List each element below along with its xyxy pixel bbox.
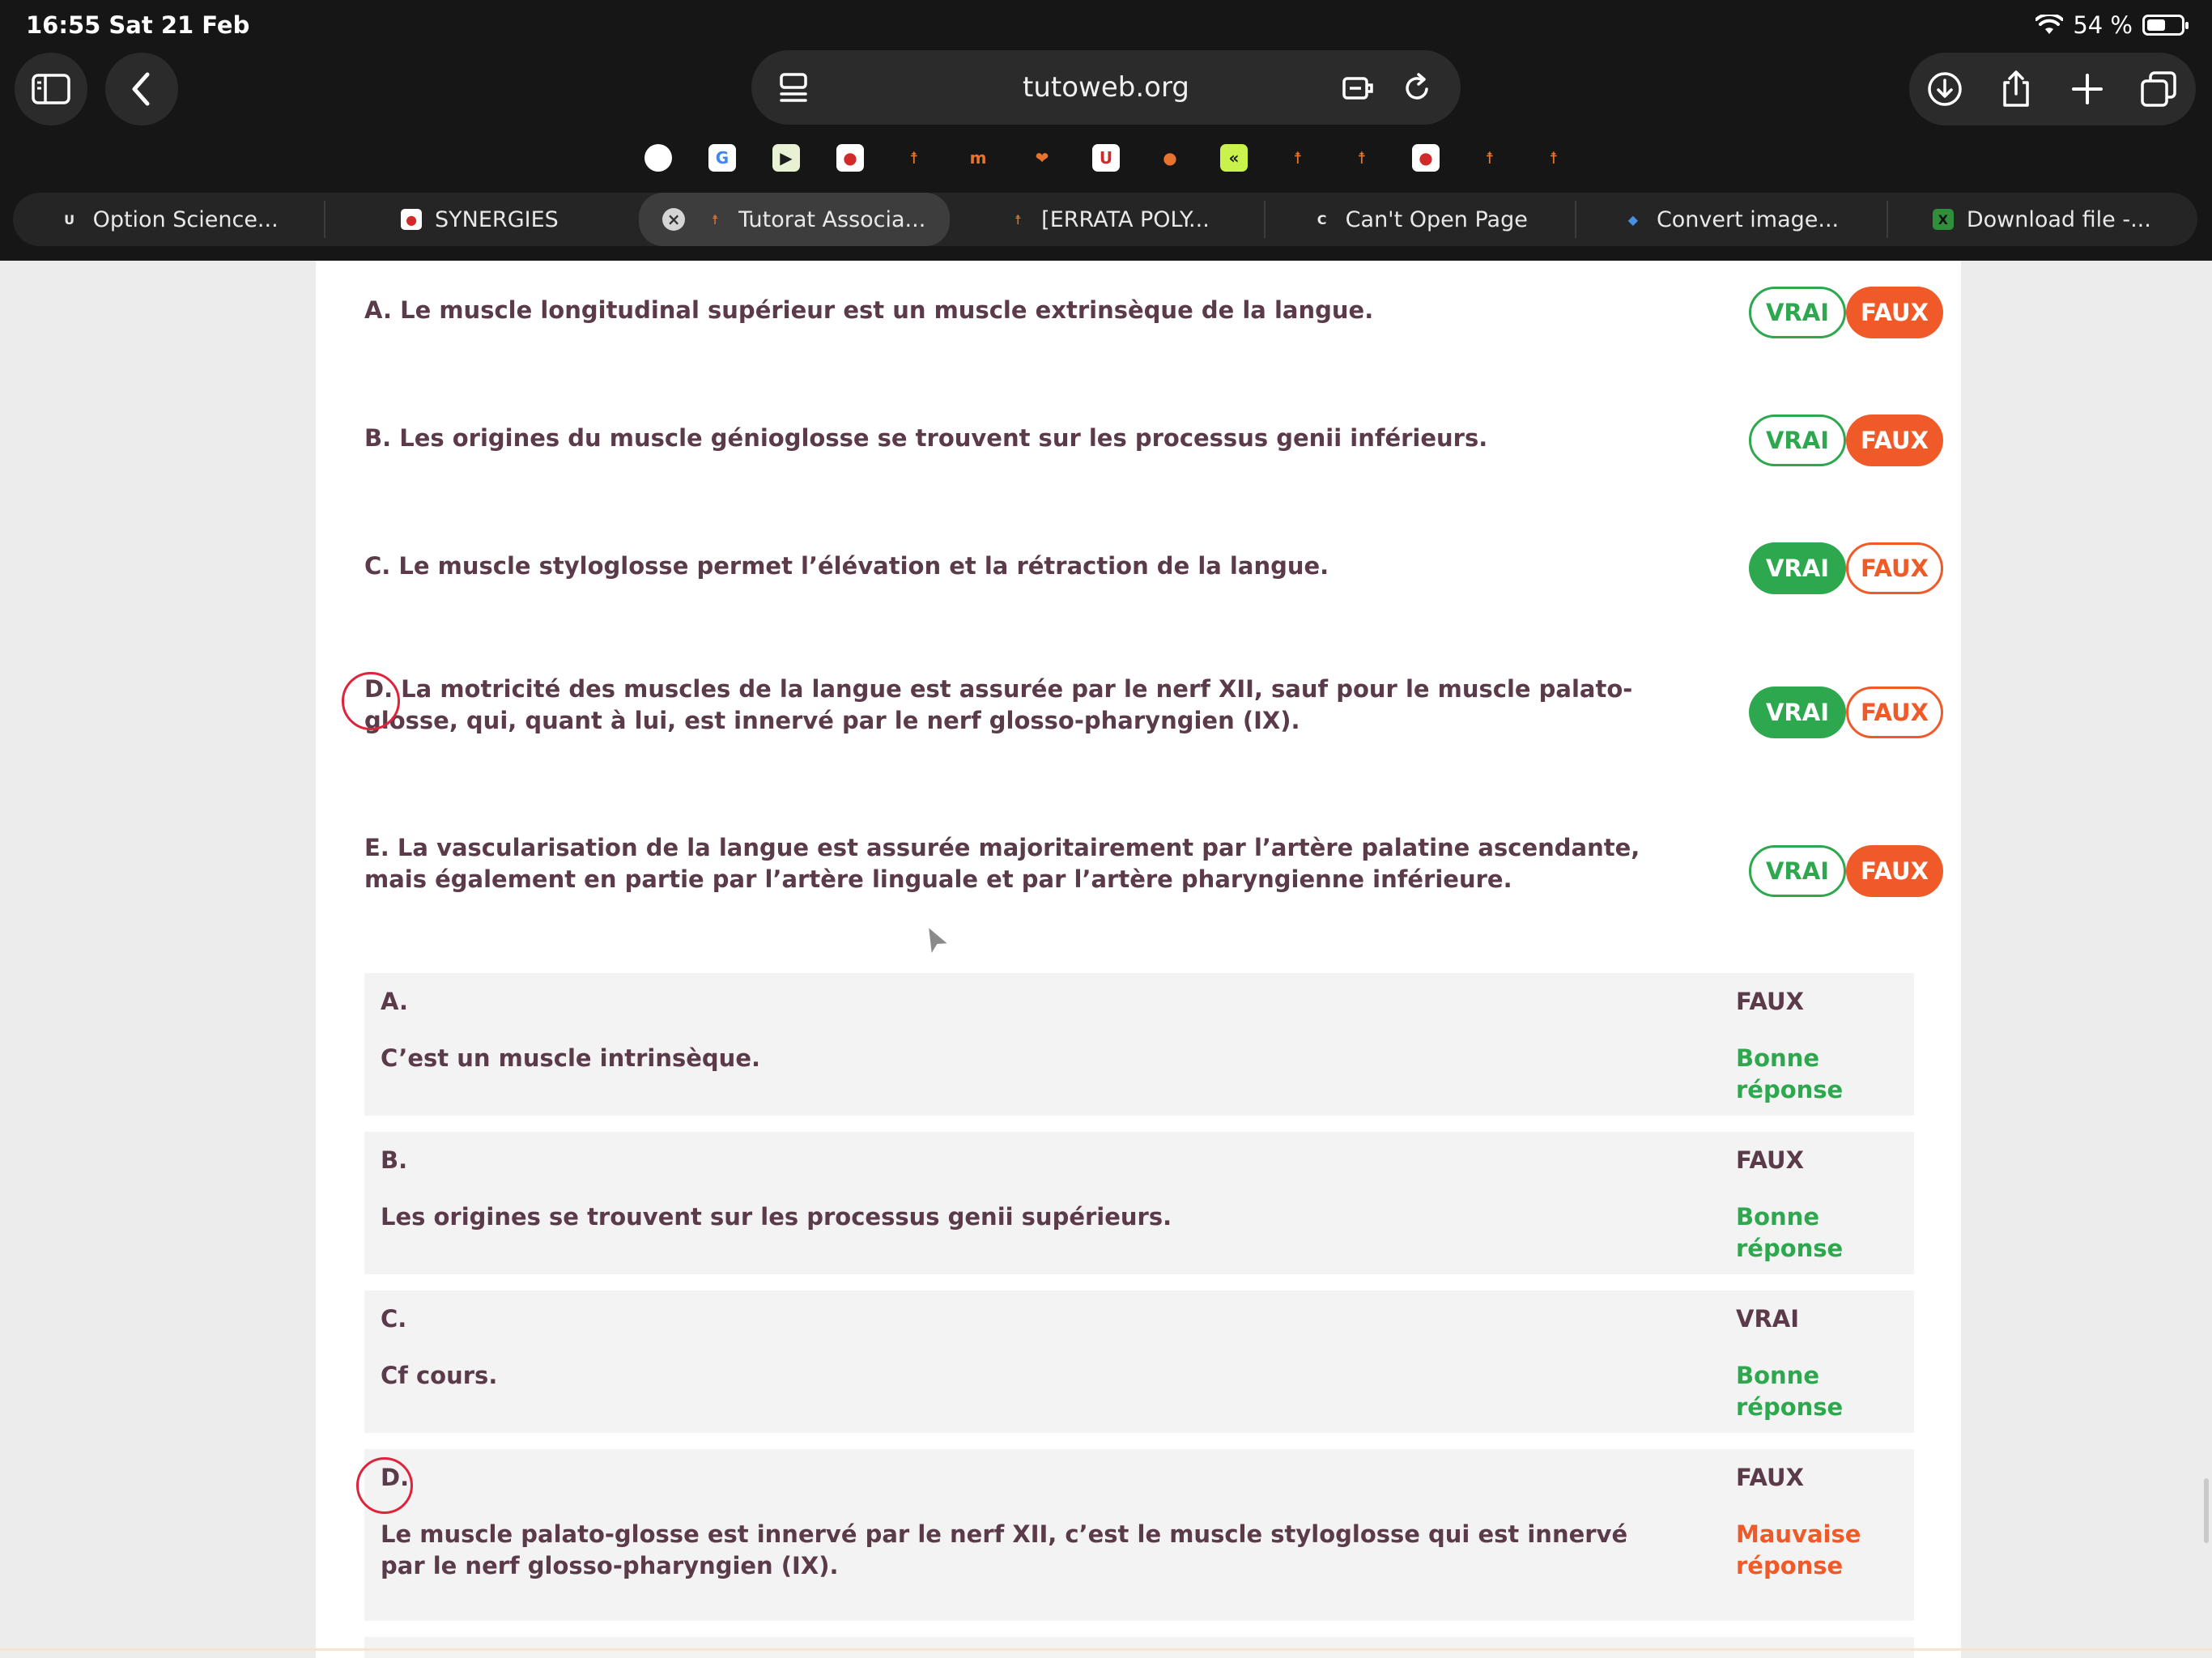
status-indicators <box>2035 11 2184 39</box>
google-icon[interactable]: G <box>708 144 736 172</box>
close-tab-icon[interactable]: × <box>662 208 685 231</box>
correction-explanation: Le muscle palato-glosse est innervé par le nerf XII, c’est le muscle styloglosse qui est innervé par le nerf glosso-pharyngien (IX). <box>381 1520 1628 1579</box>
question-text: B. Les origines du muscle génioglosse se trouvent sur les processus genii inférieurs. <box>364 424 1488 452</box>
tab-2[interactable] <box>639 193 950 246</box>
faux-button[interactable]: FAUX <box>1846 287 1943 338</box>
tutorat-icon[interactable]: ☨ <box>1348 144 1376 172</box>
extension-icon <box>1342 74 1376 101</box>
address-bar[interactable] <box>751 50 1461 125</box>
back-button[interactable] <box>105 53 178 125</box>
faux-button[interactable]: FAUX <box>1846 845 1943 897</box>
correction-card-a <box>364 973 1914 1116</box>
tab-favicon-icon: ◆ <box>1627 211 1639 227</box>
m-icon[interactable]: m <box>964 144 992 172</box>
download-icon <box>1926 70 1963 108</box>
annotation-circle <box>356 1457 413 1514</box>
correction-explanation: Les origines se trouvent sur les processus genii supérieurs. <box>381 1203 1172 1231</box>
correction-letter: A. <box>381 988 408 1015</box>
tutorat-icon[interactable]: ☨ <box>1284 144 1312 172</box>
tab-3[interactable] <box>953 193 1264 246</box>
correction-answer: VRAI <box>1736 1305 1800 1333</box>
browser-chrome <box>0 0 2212 261</box>
question-text: D. La motricité des muscles de la langue est assurée par le nerf XII, sauf pour le muscle palato-glosse, qui, quant à lui, est innervé par le nerf glosso-pharyngien (IX). <box>364 675 1633 734</box>
correction-explanation: Cf cours. <box>381 1362 498 1389</box>
vrai-button[interactable]: VRAI <box>1749 845 1846 897</box>
tutorat-icon[interactable]: ☨ <box>900 144 928 172</box>
correction-verdict: Bonne réponse <box>1736 1044 1844 1103</box>
correction-letter: D. <box>381 1464 410 1491</box>
correction-card-c <box>364 1290 1914 1433</box>
correction-answer: FAUX <box>1736 1464 1804 1491</box>
monkey-icon[interactable]: ● <box>1156 144 1184 172</box>
tab-label: Option Science... <box>92 206 279 232</box>
sidebar-button[interactable] <box>15 53 87 125</box>
url-text[interactable]: tutoweb.org <box>1023 71 1189 104</box>
tab-label: Convert image... <box>1656 206 1840 232</box>
tab-favicon-icon: ☨ <box>1014 211 1022 227</box>
vrai-button[interactable]: VRAI <box>1749 542 1846 594</box>
tab-favicon-icon: ● <box>401 209 422 230</box>
vrai-button[interactable]: VRAI <box>1749 414 1846 466</box>
correction-card-e <box>364 1637 1914 1658</box>
tab-label: Can't Open Page <box>1345 206 1528 232</box>
share-icon <box>2000 70 2032 108</box>
tabs-icon <box>2140 70 2177 108</box>
share-button[interactable] <box>1980 53 2052 125</box>
tab-6[interactable] <box>1887 193 2197 246</box>
correction-letter: B. <box>381 1146 408 1174</box>
wifi-icon <box>2035 15 2063 36</box>
arrow-icon[interactable]: « <box>1220 144 1248 172</box>
synergies-icon[interactable]: ● <box>1412 144 1440 172</box>
tab-bar <box>13 193 2197 246</box>
question-text: A. Le muscle longitudinal supérieur est un muscle extrinsèque de la langue. <box>364 296 1374 324</box>
tab-0[interactable] <box>13 193 324 246</box>
battery-percent: 54 % <box>2073 11 2133 39</box>
correction-answer: FAUX <box>1736 1146 1804 1174</box>
correction-letter: C. <box>381 1305 407 1333</box>
correction-verdict: Bonne réponse <box>1736 1362 1844 1421</box>
question-text: C. Le muscle styloglosse permet l’élévation et la rétraction de la langue. <box>364 552 1329 580</box>
u-icon[interactable]: U <box>1092 144 1120 172</box>
tab-favicon-icon: ☨ <box>711 211 719 227</box>
correction-verdict: Mauvaise réponse <box>1736 1520 1861 1579</box>
battery-icon <box>2142 15 2184 36</box>
tab-1[interactable] <box>324 193 635 246</box>
tab-favicon-icon: C <box>1317 211 1327 227</box>
reload-icon <box>1402 72 1432 103</box>
faux-button[interactable]: FAUX <box>1846 414 1943 466</box>
correction-explanation: C’est un muscle intrinsèque. <box>381 1044 761 1072</box>
tutorat-icon[interactable]: ☨ <box>1540 144 1568 172</box>
tab-favicon-icon: X <box>1933 209 1954 230</box>
tutorat-icon[interactable]: ☨ <box>1476 144 1504 172</box>
question-text: E. La vascularisation de la langue est assurée majoritairement par l’artère palatine ascendante, mais également en partie par l’artère linguale et par l’artère pharyngienne inférieure. <box>364 834 1640 893</box>
tab-label: SYNERGIES <box>435 206 559 232</box>
play-icon[interactable]: ▶ <box>772 144 800 172</box>
heart-icon[interactable]: ❤ <box>1028 144 1056 172</box>
favorites-bar <box>644 141 1568 175</box>
annotation-circle <box>342 672 400 730</box>
pointer-cursor-icon <box>925 925 952 957</box>
correction-card-b <box>364 1132 1914 1274</box>
quiz-page <box>316 261 1961 1658</box>
new-tab-button[interactable] <box>2052 53 2123 125</box>
synergies-icon[interactable]: ● <box>836 144 864 172</box>
tab-4[interactable] <box>1264 193 1575 246</box>
tab-overview-button[interactable] <box>2123 53 2194 125</box>
tab-label: Tutorat Associa... <box>738 206 926 232</box>
correction-verdict: Bonne réponse <box>1736 1203 1844 1262</box>
plus-icon <box>2071 73 2104 105</box>
reload-button[interactable] <box>1394 65 1440 110</box>
extension-button[interactable] <box>1336 65 1381 110</box>
right-toolbar <box>1909 53 2196 125</box>
sidebar-icon <box>31 73 71 105</box>
faux-button[interactable]: FAUX <box>1846 687 1943 738</box>
correction-card-d <box>364 1449 1914 1621</box>
bottom-edge <box>0 1648 2212 1651</box>
status-time: 16:55 Sat 21 Feb <box>26 11 250 39</box>
vrai-button[interactable]: VRAI <box>1749 287 1846 338</box>
tab-label: [ERRATA POLY... <box>1041 206 1210 232</box>
tab-5[interactable] <box>1575 193 1886 246</box>
vrai-button[interactable]: VRAI <box>1749 687 1846 738</box>
tab-label: Download file -... <box>1966 206 2151 232</box>
downloads-button[interactable] <box>1909 53 1980 125</box>
correction-answer: FAUX <box>1736 988 1804 1015</box>
apple-icon[interactable] <box>644 144 672 172</box>
tab-favicon-icon: U <box>64 211 75 227</box>
faux-button[interactable]: FAUX <box>1846 542 1943 594</box>
back-icon <box>130 71 154 107</box>
scroll-indicator[interactable] <box>2204 1478 2209 1543</box>
